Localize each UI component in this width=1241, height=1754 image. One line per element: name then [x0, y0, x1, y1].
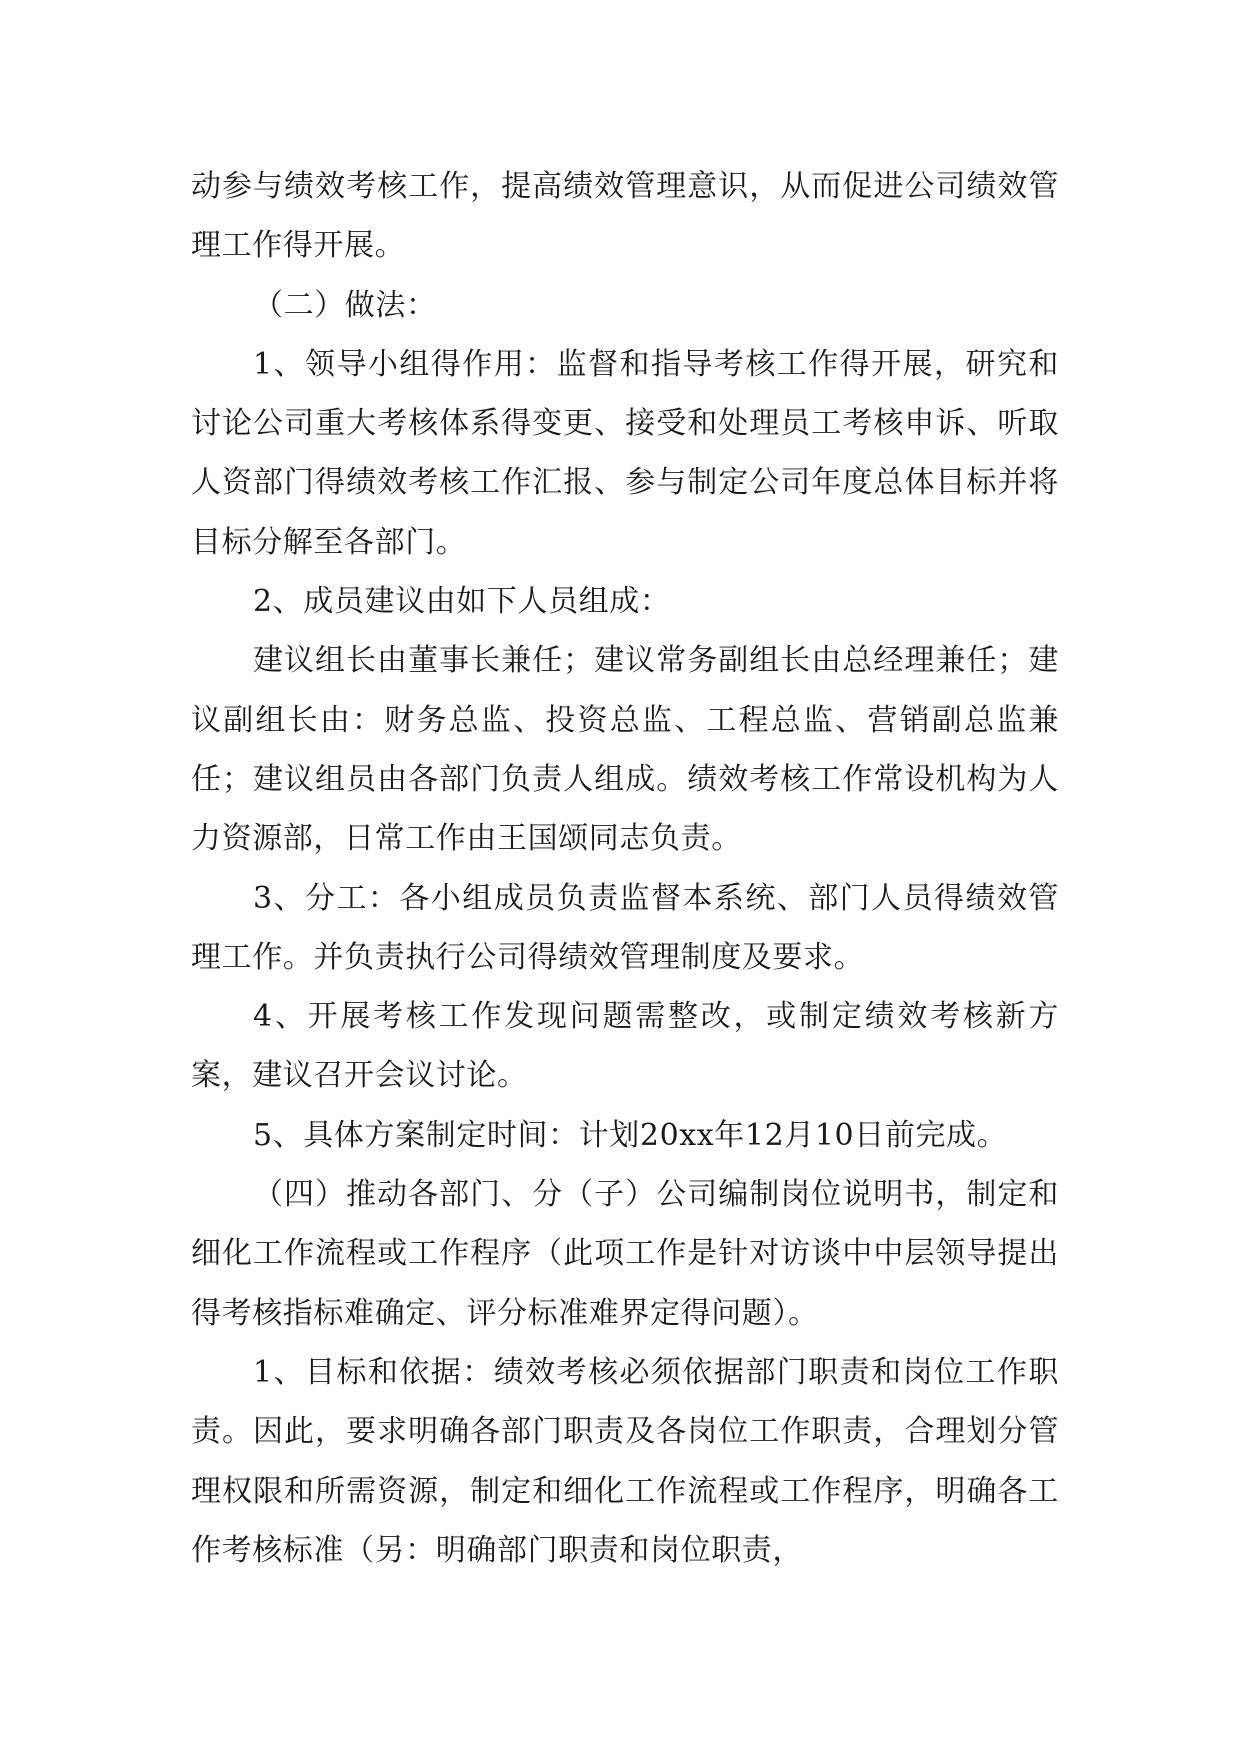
paragraph-continuation: 动参与绩效考核工作，提高绩效管理意识，从而促进公司绩效管理工作得开展。 — [191, 169, 1059, 264]
paragraph-item-2-members: 2、成员建议由如下人员组成： — [253, 584, 671, 620]
document-body — [191, 157, 1059, 1580]
paragraph-member-details: 建议组长由董事长兼任；建议常务副组长由总经理兼任；建议副组长由：财务总监、投资总监、工程总监、营销副总监兼任；建议组员由各部门负责人组成。绩效考核工作常设机构为人力资源部，日常工作由王国颂同志负责。 — [191, 643, 1059, 857]
paragraph-item-5-schedule: 5、具体方案制定时间：计划20xx年12月10日前完成。 — [253, 1117, 1008, 1153]
paragraph-item-4-meetings: 4、开展考核工作发现问题需整改，或制定绩效考核新方案，建议召开会议讨论。 — [191, 999, 1059, 1094]
paragraph-section-four-job-descriptions: （四）推动各部门、分（子）公司编制岗位说明书，制定和细化工作流程或工作程序（此项工作是针对访谈中中层领导提出得考核指标难确定、评分标准难界定得问题）。 — [191, 1177, 1059, 1331]
paragraph-item-1-leadership-role: 1、领导小组得作用：监督和指导考核工作得开展，研究和讨论公司重大考核体系得变更、接受和处理员工考核申诉、听取人资部门得绩效考核工作汇报、参与制定公司年度总体目标并将目标分解至各部门。 — [191, 346, 1059, 560]
paragraph-item-3-division: 3、分工：各小组成员负责监督本系统、部门人员得绩效管理工作。并负责执行公司得绩效管理制度及要求。 — [191, 880, 1059, 975]
paragraph-item-1-goals-basis: 1、目标和依据：绩效考核必须依据部门职责和岗位工作职责。因此，要求明确各部门职责及各岗位工作职责，合理划分管理权限和所需资源，制定和细化工作流程或工作程序，明确各工作考核标准（另：明确部门职责和岗位职责， — [191, 1354, 1059, 1568]
paragraph-section-heading-methods: （二）做法： — [253, 287, 437, 323]
